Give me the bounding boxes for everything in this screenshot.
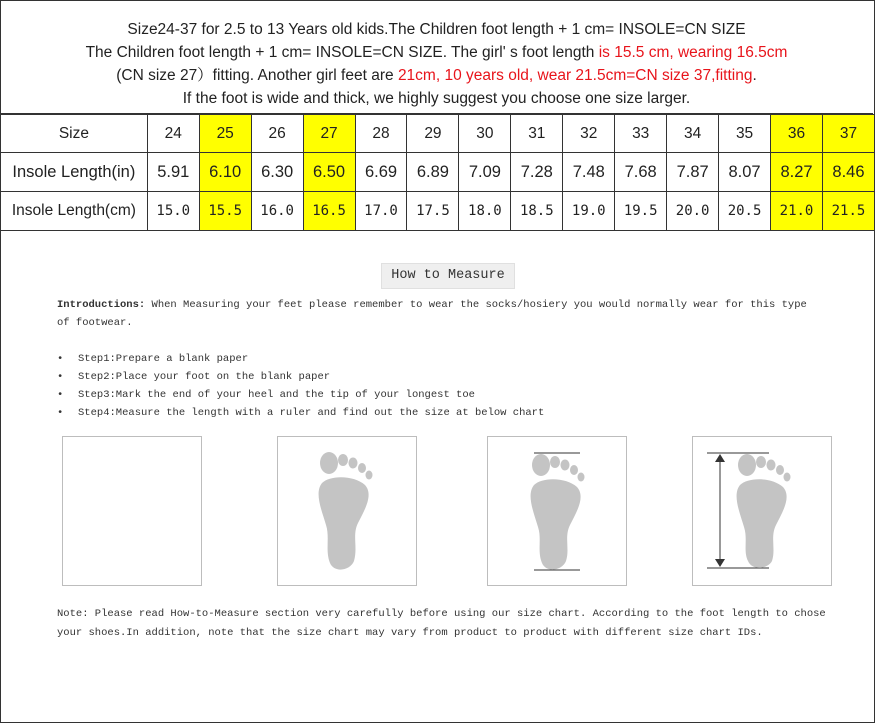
step-item	[57, 386, 817, 404]
size-table	[0, 114, 875, 231]
size-description	[0, 0, 873, 114]
size-cell: 7.48	[563, 153, 615, 192]
size-cell: 6.69	[355, 153, 407, 192]
introduction	[57, 296, 817, 332]
size-table-row	[1, 115, 875, 153]
size-cell: 15.0	[147, 192, 199, 231]
description-line-2	[0, 41, 873, 64]
description-line-4: If the foot is wide and thick, we highly suggest you choose one size larger.	[182, 90, 691, 107]
size-chart-note: Note: Please read How-to-Measure section very carefully before using our size chart. According to the foot length to chose your shoes.In addition, note that the size chart may vary from product to product with different size chart IDs.	[57, 608, 826, 639]
steps-list	[57, 350, 817, 422]
size-cell: 37	[822, 115, 874, 153]
size-cell: 24	[147, 115, 199, 153]
foot-marked-illustration	[487, 436, 627, 586]
size-table-row	[1, 153, 875, 192]
size-cell: 19.0	[563, 192, 615, 231]
description-line-2-text: The Children foot length + 1 cm= INSOLE=CN SIZE. The girl' s foot length	[85, 44, 599, 61]
size-cell: 7.28	[511, 153, 563, 192]
size-cell: 31	[511, 115, 563, 153]
step-item	[57, 404, 817, 422]
step-text: Step1:Prepare a blank paper	[78, 353, 249, 365]
size-cell: 21.5	[822, 192, 874, 231]
foot-ruler-icon	[693, 437, 831, 585]
size-cell: 35	[719, 115, 771, 153]
blank-paper-illustration	[62, 436, 202, 586]
foot-marked-icon	[488, 437, 626, 585]
foot-on-paper-illustration	[277, 436, 417, 586]
size-cell: 18.0	[459, 192, 511, 231]
size-cell: 26	[251, 115, 303, 153]
size-cell: 20.0	[667, 192, 719, 231]
size-cell: 7.87	[667, 153, 719, 192]
size-cell: 21.0	[771, 192, 823, 231]
description-line-3	[0, 64, 873, 87]
size-cell: 19.5	[615, 192, 667, 231]
introduction-label: Introductions:	[57, 299, 146, 311]
size-cell: 27	[303, 115, 355, 153]
size-cell: 32	[563, 115, 615, 153]
size-cell: 34	[667, 115, 719, 153]
size-cell: 6.10	[199, 153, 251, 192]
size-cell: 30	[459, 115, 511, 153]
size-cell: 15.5	[199, 192, 251, 231]
size-cell: 6.50	[303, 153, 355, 192]
size-cell: 33	[615, 115, 667, 153]
size-cell: 5.91	[147, 153, 199, 192]
arrow-down-icon	[715, 559, 725, 567]
size-cell: 16.5	[303, 192, 355, 231]
size-cell: 20.5	[719, 192, 771, 231]
size-cell: 17.5	[407, 192, 459, 231]
size-cell: 7.09	[459, 153, 511, 192]
row-label: Insole Length(cm)	[1, 192, 148, 231]
bullet-icon: •	[57, 407, 64, 419]
size-cell: 17.0	[355, 192, 407, 231]
step-text: Step2:Place your foot on the blank paper	[78, 371, 331, 383]
size-cell: 28	[355, 115, 407, 153]
size-cell: 25	[199, 115, 251, 153]
foot-icon	[278, 437, 416, 585]
size-cell: 7.68	[615, 153, 667, 192]
step-text: Step3:Mark the end of your heel and the tip of your longest toe	[78, 389, 475, 401]
description-line-3-text: (CN size 27）fitting. Another girl feet are	[116, 67, 398, 84]
size-cell: 18.5	[511, 192, 563, 231]
size-cell: 36	[771, 115, 823, 153]
description-line-1: Size24-37 for 2.5 to 13 Years old kids.The Children foot length + 1 cm= INSOLE=CN SIZE	[127, 21, 746, 38]
bullet-icon: •	[57, 353, 64, 365]
arrow-up-icon	[715, 454, 725, 462]
size-cell: 6.89	[407, 153, 459, 192]
size-cell: 8.46	[822, 153, 874, 192]
description-line-3-highlight: 21cm, 10 years old, wear 21.5cm=CN size 37,fitting	[397, 67, 753, 84]
how-to-measure-title: How to Measure	[381, 263, 515, 289]
foot-measured-illustration	[692, 436, 832, 586]
bullet-icon: •	[57, 389, 64, 401]
bullet-icon: •	[57, 371, 64, 383]
size-cell: 6.30	[251, 153, 303, 192]
step-item	[57, 350, 817, 368]
size-table-row	[1, 192, 875, 231]
introduction-text: When Measuring your feet please remember to wear the socks/hosiery you would normally wear for this type of footwear.	[57, 299, 807, 329]
description-line-3-end: .	[752, 67, 757, 84]
row-label: Size	[1, 115, 148, 153]
description-line-2-highlight: is 15.5 cm, wearing 16.5cm	[598, 44, 788, 61]
size-cell: 8.07	[719, 153, 771, 192]
step-item	[57, 368, 817, 386]
size-cell: 8.27	[771, 153, 823, 192]
size-cell: 16.0	[251, 192, 303, 231]
size-cell: 29	[407, 115, 459, 153]
step-text: Step4:Measure the length with a ruler and find out the size at below chart	[78, 407, 545, 419]
row-label: Insole Length(in)	[1, 153, 148, 192]
